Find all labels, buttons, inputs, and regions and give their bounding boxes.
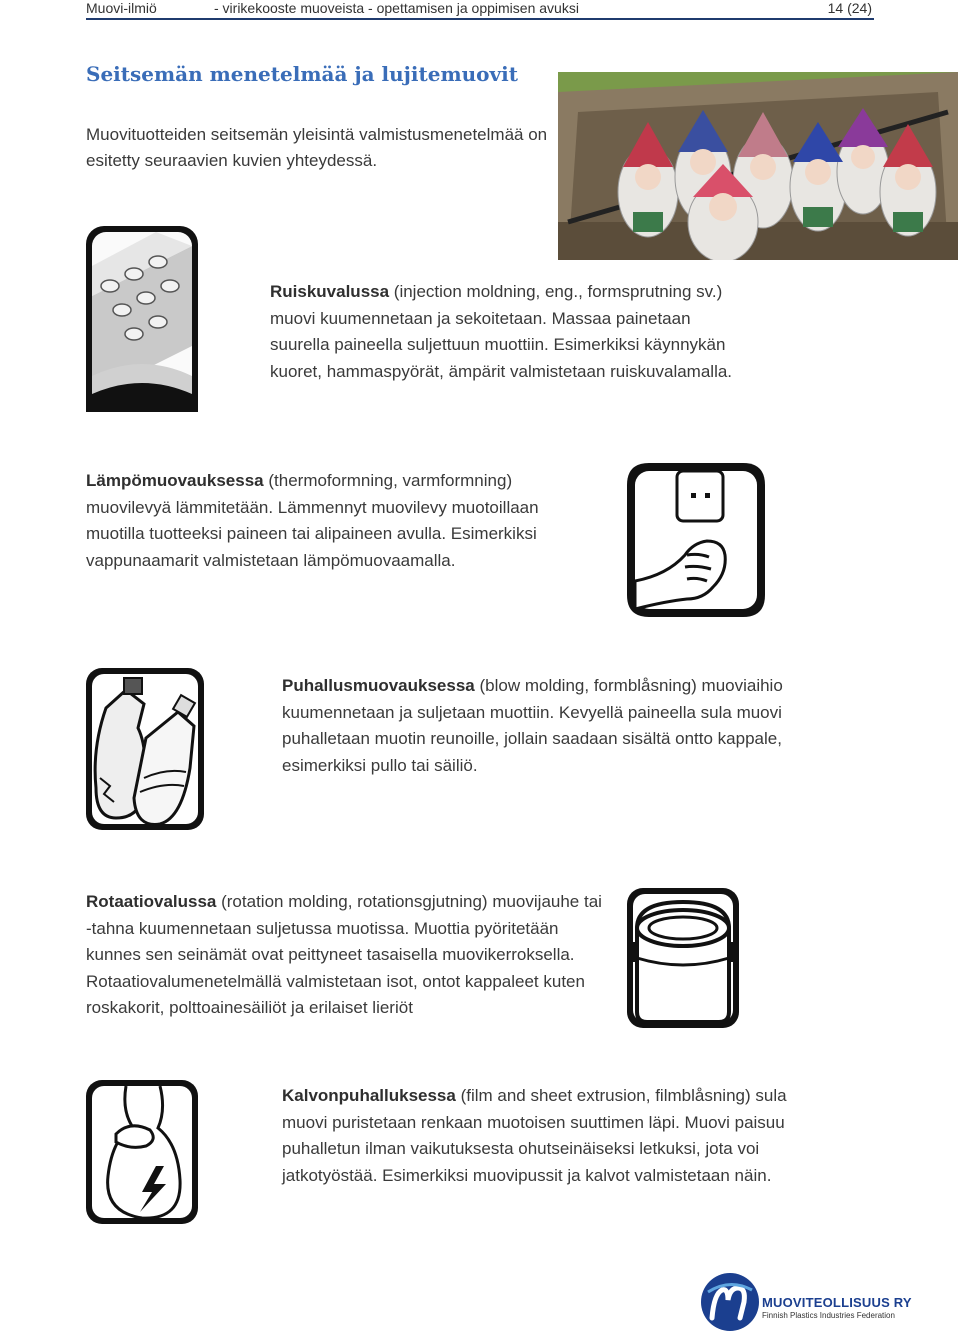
logo-name: MUOVITEOLLISUUS RY xyxy=(762,1295,912,1310)
injection-molding-term: Ruiskuvalussa xyxy=(270,282,390,301)
page-number: 14 (24) xyxy=(827,0,872,16)
header-left: Muovi-ilmiö xyxy=(86,0,157,16)
injection-molding-text xyxy=(270,279,750,385)
intro-text: Muovituotteiden seitsemän yleisintä valmistusmenetelmää on esitetty seuraavien kuvien yhteydessä. xyxy=(86,125,548,170)
plastic-bottles-icon xyxy=(86,668,204,830)
plastic-bag-icon xyxy=(86,1080,198,1224)
thermoforming-description: (thermoformning, varmformning) muovilevyä lämmitetään. Lämmennyt muovilevy muotoillaan muotilla tuotteeksi paineen tai alipaineen avulla. Esimerkiksi vappunaamarit valmistetaan lämpömuovaamalla. xyxy=(86,471,539,570)
garden-gnomes-photo xyxy=(558,72,958,260)
logo-subtitle: Finnish Plastics Industries Federation xyxy=(762,1311,895,1320)
film-blowing-text xyxy=(282,1083,812,1189)
rotation-molding-text xyxy=(86,889,606,1022)
rotation-molding-term: Rotaatiovalussa xyxy=(86,892,217,911)
hand-holding-mask-icon xyxy=(627,463,765,617)
page-header xyxy=(86,0,874,20)
container-barrel-icon xyxy=(627,888,739,1028)
film-blowing-description: (film and sheet extrusion, filmblåsning) sula muovi puristetaan renkaan muotoisen suuttimen läpi. Muovi paisuu puhalletun ilman vaikutuksesta ohutseinäiseksi letkuksi, jota voi jatkotyöstää. Esimerkiksi muovipussit ja kalvot valmistetaan näin. xyxy=(282,1086,787,1185)
blow-molding-text xyxy=(282,673,812,779)
thermoforming-term: Lämpömuovauksessa xyxy=(86,471,264,490)
muoviteollisuus-logo xyxy=(700,1272,912,1332)
page-title: Seitsemän menetelmää ja lujitemuovit xyxy=(86,62,518,86)
rotation-molding-description: (rotation molding, rotationsgjutning) muovijauhe tai -tahna kuumennetaan suljetussa muotissa. Muottia pyöritetään kunnes sen seinämät ovat peittyneet tasaisella muovikerroksella. Rotaatiovalumenetelmällä valmistetaan isot, ontot kappaleet kuten roskakorit, polttoainesäiliöt ja erilaiset lieriöt xyxy=(86,892,602,1017)
thermoforming-text xyxy=(86,468,566,574)
film-blowing-term: Kalvonpuhalluksessa xyxy=(282,1086,456,1105)
lego-brick-icon xyxy=(86,226,198,412)
injection-molding-description: (injection moldning, eng., formsprutning sv.) muovi kuumennetaan ja sekoitetaan. Massaa painetaan suurella paineella suljettuun muottiin. Esimerkiksi käynnykän kuoret, hammaspyörät, ämpärit valmistetaan ruiskuvalamalla. xyxy=(270,282,733,381)
blow-molding-term: Puhallusmuovauksessa xyxy=(282,676,475,695)
logo-mark-icon xyxy=(700,1272,760,1332)
blow-molding-description: (blow molding, formblåsning) muoviaihio kuumennetaan ja suljetaan muottiin. Kevyellä paineella sula muovi puhalletaan muotin reunoille, jollain saadaan sisältä ontto kappale, esimerkiksi pullo tai säiliö. xyxy=(282,676,783,775)
header-middle: - virikekooste muoveista - opettamisen ja oppimisen avuksi xyxy=(214,0,579,16)
